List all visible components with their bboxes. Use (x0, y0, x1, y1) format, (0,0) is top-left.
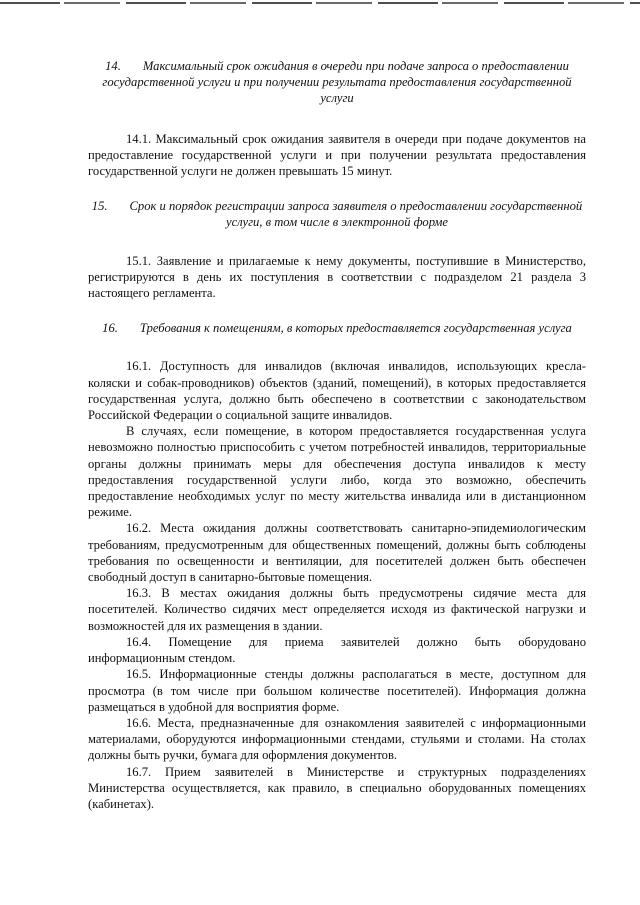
section-number: 16. (102, 321, 118, 336)
paragraph: В случаях, если помещение, в котором предоставляется государственная услуга невозможно полностью приспособить с учетом потребностей инвалидов, территориальные органы должны принимать меры для обеспечения доступа инвалидов к месту предоставления государственной услуги либо, когда это возможно, обеспечить предоставление необходимых услуг по месту жительства инвалида или в дистанционном режиме. (88, 424, 586, 520)
scan-border-line (0, 2, 640, 4)
document-page (88, 58, 586, 812)
section-number: 15. (91, 199, 108, 214)
spacer (88, 179, 586, 198)
section-heading (88, 198, 586, 230)
paragraph: 16.2. Места ожидания должны соответствовать санитарно-эпидемиологическим требованиям, предусмотренным для общественных помещений, должны быть соблюдены требования по освещенности и вентиляции, для посетителей должен быть обеспечен свободный доступ в санитарно-бытовые помещения. (88, 521, 586, 585)
paragraph: 16.1. Доступность для инвалидов (включая инвалидов, использующих кресла-коляски и собак-проводников) объектов (зданий, помещений), в которых предоставляется государственная услуга, должно быть обеспечено в соответствии с законодательством Российской Федерации о социальной защите инвалидов. (88, 359, 586, 423)
paragraph: 16.5. Информационные стенды должны располагаться в месте, доступном для просмотра (в том числе при большом количестве посетителей). Информация должна размещаться в удобной для восприятия форме. (88, 667, 586, 714)
paragraph: 16.6. Места, предназначенные для ознакомления заявителей с информационными материалами, оборудуются информационными стендами, стульями и столами. На столах должны быть ручки, бумага для оформления документов. (88, 715, 586, 763)
paragraph: 16.7. Прием заявителей в Министерстве и структурных подразделениях Министерства осуществляется, как правило, в специально оборудованных помещениях (кабинетах). (88, 764, 586, 811)
paragraph: 14.1. Максимальный срок ожидания заявителя в очереди при подаче документов на предоставление государственной услуги и при получении результата предоставления государственной услуги не должен превышать 15 минут. (88, 131, 586, 179)
section-number: 14. (105, 59, 121, 73)
section-title: Требования к помещениям, в которых предоставляется государственная услуга (139, 321, 572, 336)
paragraph: 16.3. В местах ожидания должны быть предусмотрены сидячие места для посетителей. Количество сидячих мест определяется исходя из фактической нагрузки и возможностей для их размещения в здании. (88, 586, 586, 633)
paragraph: 15.1. Заявление и прилагаемые к нему документы, поступившие в Министерство, регистрируются в день их поступления в соответствии с подразделом 21 раздела 3 настоящего регламента. (88, 253, 586, 301)
section-heading (88, 58, 586, 107)
section-heading (88, 320, 586, 336)
paragraph: 16.4. Помещение для приема заявителей должно быть оборудовано информационным стендом. (88, 634, 586, 666)
section-14 (88, 58, 586, 179)
section-title: Максимальный срок ожидания в очереди при подаче запроса о предоставлении государственной услуги и при получении результата предоставления государственной услуги (102, 59, 572, 106)
section-15 (88, 198, 586, 301)
spacer (88, 301, 586, 320)
section-title: Срок и порядок регистрации запроса заявителя о предоставлении государственной услуги, в том числе в электронной форме (129, 199, 583, 230)
section-16 (88, 320, 586, 812)
